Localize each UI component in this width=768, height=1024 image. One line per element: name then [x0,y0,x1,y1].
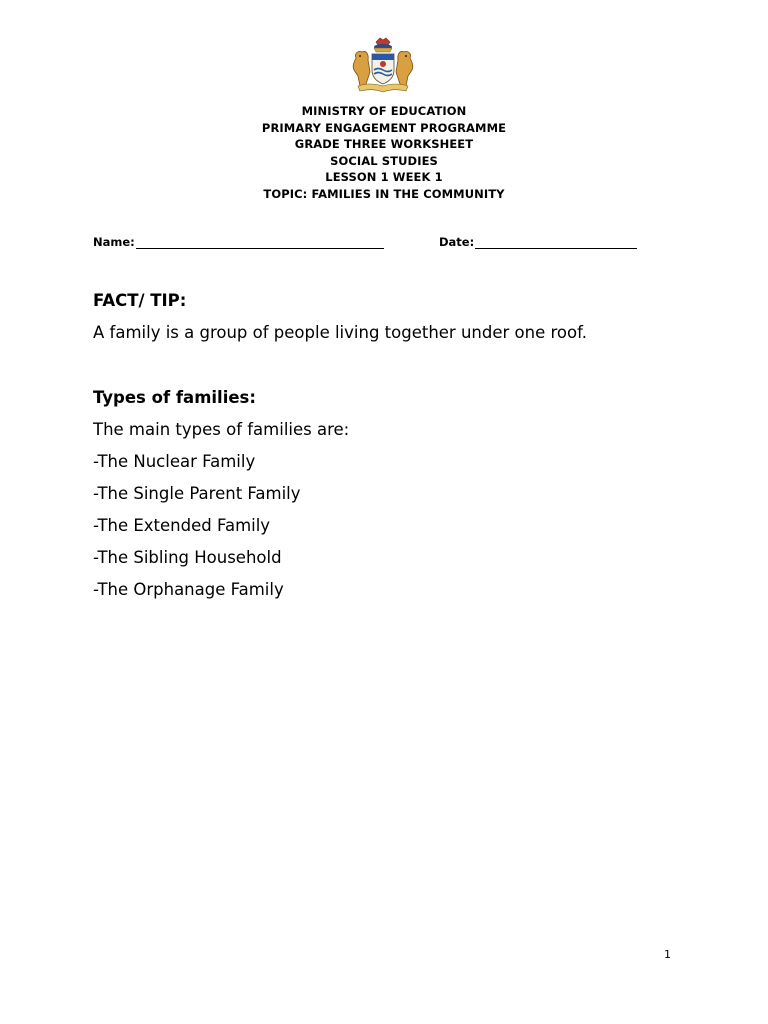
name-field[interactable] [93,235,384,249]
types-heading: Types of families: [93,388,256,407]
types-intro: The main types of families are: [93,420,350,439]
header-line-topic: TOPIC: FAMILIES IN THE COMMUNITY [263,186,505,201]
date-field[interactable] [439,235,637,249]
header-line-ministry: MINISTRY OF EDUCATION [301,104,467,118]
family-type-item: -The Extended Family [93,516,271,535]
family-type-item: -The Nuclear Family [93,452,256,471]
fact-heading: FACT/ TIP: [93,291,187,310]
family-type-item: -The Orphanage Family [93,580,284,599]
name-label: Name: [93,235,135,249]
worksheet-header [0,103,768,203]
name-date-row [93,235,673,253]
fact-text: A family is a group of people living together under one roof. [93,323,587,342]
family-type-item: -The Sibling Household [93,548,282,567]
date-label: Date: [439,235,475,249]
date-blank-line[interactable] [475,236,637,249]
coat-of-arms-logo [350,36,416,94]
family-type-item: -The Single Parent Family [93,484,301,503]
page-number: 1 [664,948,671,961]
header-line-programme: PRIMARY ENGAGEMENT PROGRAMME [261,120,507,135]
header-line-subject: SOCIAL STUDIES [330,153,438,168]
header-line-grade: GRADE THREE WORKSHEET [294,137,474,152]
name-blank-line[interactable] [136,236,384,249]
header-line-lesson: LESSON 1 WEEK 1 [325,170,443,185]
